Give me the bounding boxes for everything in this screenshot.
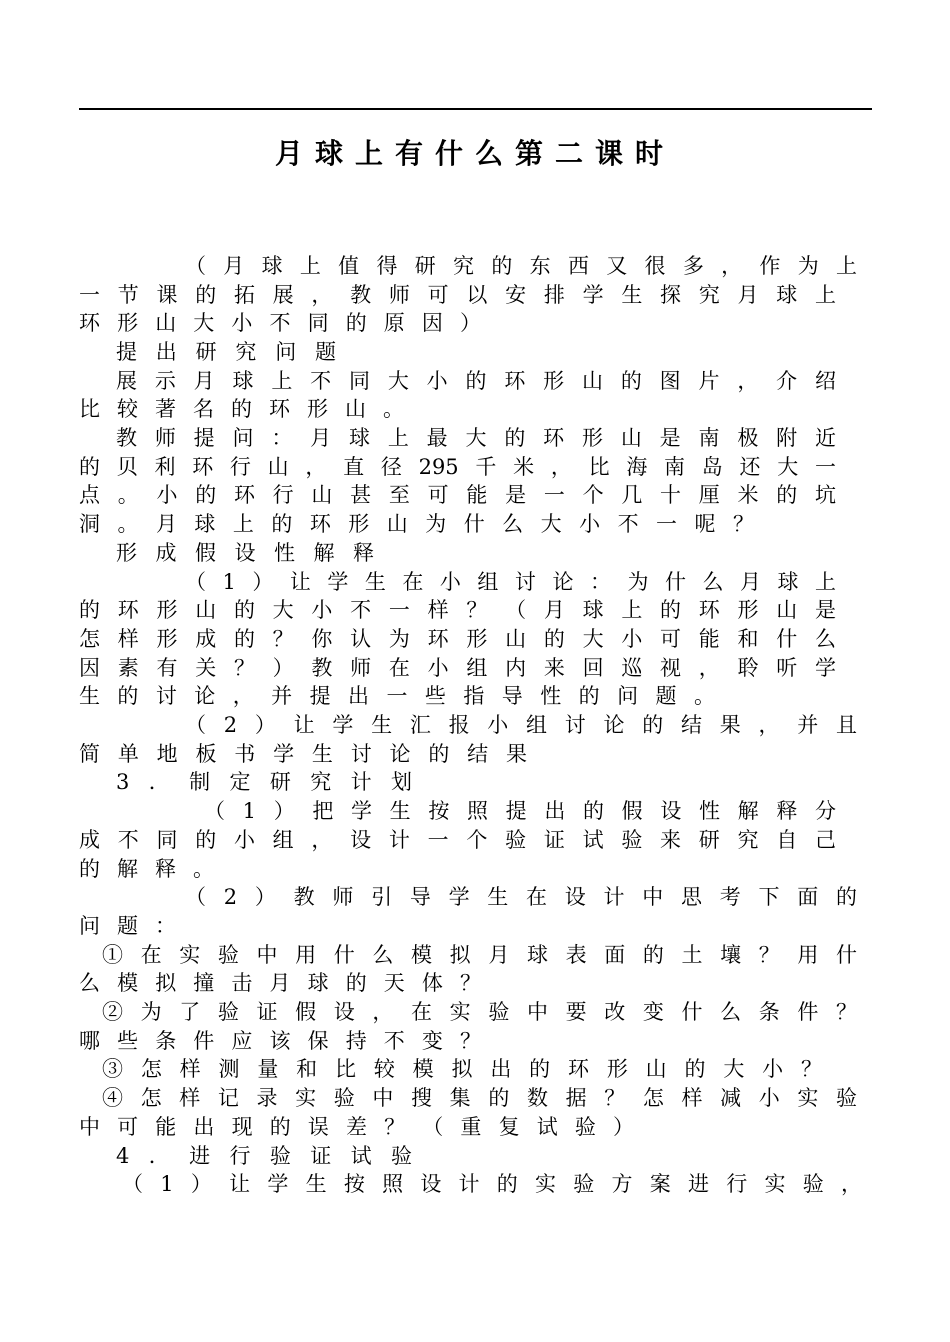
paragraph-line: 的解释。 xyxy=(79,857,214,881)
paragraph-line: 点。小的环行山甚至可能是一个几十厘米的坑 xyxy=(79,483,836,507)
paragraph-line: 问题： xyxy=(79,914,176,938)
paragraph-line: 的环形山的大小不一样？（月球上的环形山是 xyxy=(79,598,836,622)
paragraph-line: （1）让学生在小组讨论：为什么月球上 xyxy=(185,570,836,594)
list-item: ②为了验证假设，在实验中要改变什么条件？ xyxy=(102,1000,857,1024)
paragraph-line: （2）教师引导学生在设计中思考下面的 xyxy=(185,885,857,909)
paragraph-line: 一节课的拓展，教师可以安排学生探究月球上 xyxy=(79,283,836,307)
paragraph-line: 教师提问：月球上最大的环形山是南极附近 xyxy=(116,426,836,450)
list-item: 中可能出现的误差？（重复试验） xyxy=(79,1115,634,1139)
paragraph-line: 成不同的小组，设计一个验证试验来研究自己 xyxy=(79,828,836,852)
paragraph-line: 生的讨论，并提出一些指导性的问题。 xyxy=(79,684,715,708)
section-heading: 4．进行验证试验 xyxy=(116,1144,412,1168)
section-heading: 形成假设性解释 xyxy=(116,541,374,565)
paragraph-line: 简单地板书学生讨论的结果 xyxy=(79,742,527,766)
paragraph-line: （1）把学生按照提出的假设性解释分 xyxy=(204,799,836,823)
paragraph-line: （1）让学生按照设计的实验方案进行实验， xyxy=(122,1172,862,1196)
paragraph-line: （月球上值得研究的东西又很多，作为上 xyxy=(185,254,857,278)
paragraph-line: 的贝利环行山，直径295千米，比海南岛还大一 xyxy=(79,455,836,479)
section-heading: 提出研究问题 xyxy=(116,340,336,364)
paragraph-line: 怎样形成的？你认为环形山的大小可能和什么 xyxy=(79,627,836,651)
list-item: 哪些条件应该保持不变？ xyxy=(79,1029,481,1053)
section-heading: 3．制定研究计划 xyxy=(116,770,412,794)
page-title: 月球上有什么第二课时 xyxy=(274,137,675,170)
paragraph-line: 因素有关？）教师在小组内来回巡视，聆听学 xyxy=(79,656,836,680)
paragraph-line: （2）让学生汇报小组讨论的结果，并且 xyxy=(185,713,857,737)
paragraph-line: 展示月球上不同大小的环形山的图片，介绍 xyxy=(116,369,836,393)
header-rule xyxy=(79,108,872,110)
list-item: ④怎样记录实验中搜集的数据？怎样减小实验 xyxy=(102,1086,857,1110)
list-item: ①在实验中用什么模拟月球表面的土壤？用什 xyxy=(102,943,857,967)
paragraph-line: 洞。月球上的环形山为什么大小不一呢？ xyxy=(79,512,754,536)
paragraph-line: 环形山大小不同的原因） xyxy=(79,311,481,335)
list-item: ③怎样测量和比较模拟出的环形山的大小？ xyxy=(102,1057,822,1081)
list-item: 么模拟撞击月球的天体？ xyxy=(79,971,481,995)
paragraph-line: 比较著名的环形山。 xyxy=(79,397,404,421)
